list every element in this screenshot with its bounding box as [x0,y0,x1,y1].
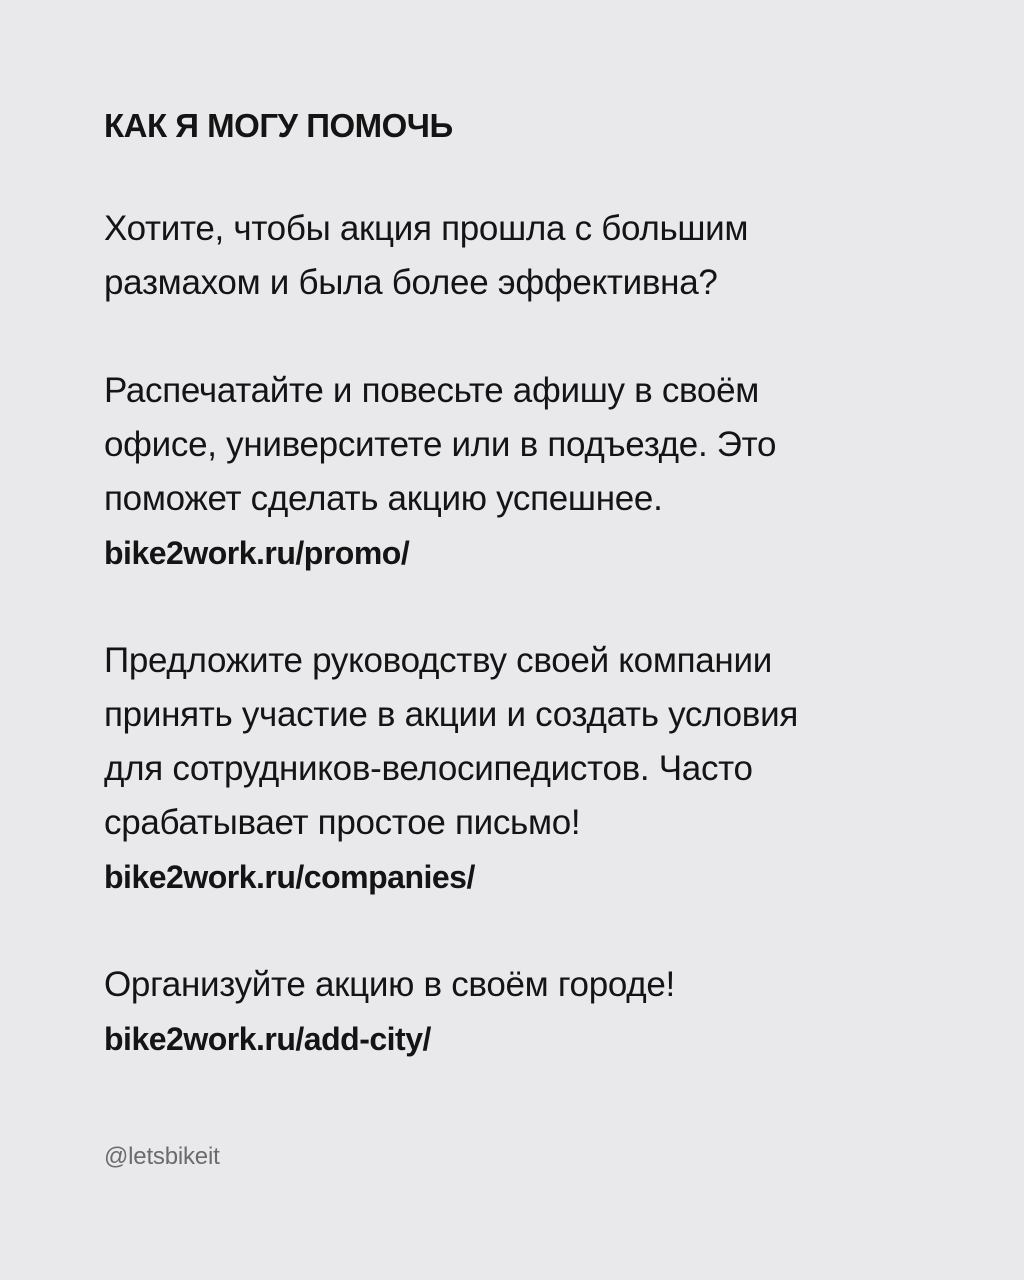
paragraph-companies [104,634,924,904]
paragraph-line: срабатывает простое письмо! [104,803,581,842]
paragraph-line: поможет сделать акцию успешнее. [104,479,663,518]
paragraph-line: Организуйте акцию в своём городе! [104,965,675,1004]
promo-link[interactable]: bike2work.ru/promo/ [104,535,410,571]
paragraph-line: принять участие в акции и создать условия [104,695,798,734]
paragraph-intro [104,202,924,310]
paragraph-line: офисе, университете или в подъезде. Это [104,425,777,464]
paragraph-line: размахом и была более эффективна? [104,263,718,302]
paragraph-line: Предложите руководству своей компании [104,641,772,680]
companies-link[interactable]: bike2work.ru/companies/ [104,859,475,895]
social-handle: @letsbikeit [104,1143,220,1170]
paragraph-poster [104,364,924,580]
page-title: КАК Я МОГУ ПОМОЧЬ [104,107,453,144]
paragraph-line: для сотрудников-велосипедистов. Часто [104,749,753,788]
add-city-link[interactable]: bike2work.ru/add-city/ [104,1021,431,1057]
paragraph-line: Хотите, чтобы акция прошла с большим [104,209,749,248]
paragraph-city [104,958,924,1066]
paragraph-line: Распечатайте и повесьте афишу в своём [104,371,760,410]
